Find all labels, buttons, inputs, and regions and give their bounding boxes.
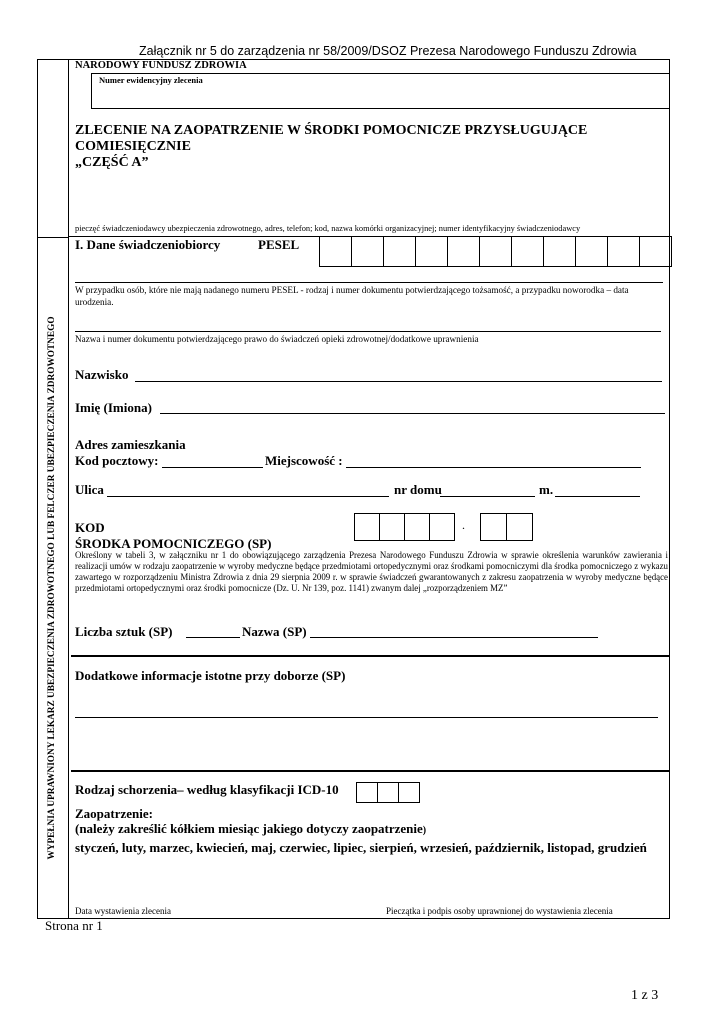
icd10-char-box[interactable] xyxy=(377,782,399,803)
pesel-digit-box[interactable] xyxy=(383,236,416,267)
page-label: Strona nr 1 xyxy=(45,918,103,933)
title-line-1: ZLECENIE NA ZAOPATRZENIE W ŚRODKI POMOCNICZE PRZYSŁUGUJĄCE xyxy=(75,123,588,138)
supply-instruction-text: (należy zakreślić kółkiem miesiąc jakiego dotyczy zaopatrzenie xyxy=(75,821,423,836)
code-label xyxy=(75,520,271,552)
no-pesel-note: W przypadku osób, które nie mają nadanego numeru PESEL - rodzaj i numer dokumentu potwierdzającego tożsamość, a przypadku noworodka – data urodzenia. xyxy=(75,285,629,307)
city-label-text: Miejscowość xyxy=(265,453,336,468)
pesel-label: PESEL xyxy=(258,237,300,252)
pesel-digit-box[interactable] xyxy=(607,236,640,267)
disease-label: Rodzaj schorzenia– według klasyfikacji ICD-10 xyxy=(75,782,339,797)
title-line-3: „CZĘŚĆ A” xyxy=(75,155,149,170)
apt-no-label: m. xyxy=(539,482,554,497)
pesel-digit-box[interactable] xyxy=(511,236,544,267)
code-label-line-2: ŚRODKA POMOCNICZEGO (SP) xyxy=(75,536,272,551)
code-separator-dot: . xyxy=(462,518,465,532)
no-pesel-line[interactable] xyxy=(75,282,663,283)
institution-name: NARODOWY FUNDUSZ ZDROWIA xyxy=(75,60,247,71)
issue-date-label: Data wystawienia zlecenia xyxy=(75,906,171,916)
section1-label: I. Dane świadczeniobiorcy xyxy=(75,237,221,252)
pesel-digit-box[interactable] xyxy=(479,236,512,267)
apt-no-field[interactable] xyxy=(555,496,640,497)
city-label: Miejscowość : xyxy=(265,453,343,468)
pesel-boxes[interactable] xyxy=(319,236,672,267)
icd10-char-box[interactable] xyxy=(398,782,420,803)
code-boxes-left[interactable] xyxy=(354,513,455,541)
postal-code-label: Kod pocztowy: xyxy=(75,453,159,468)
address-label: Adres zamieszkania xyxy=(75,437,186,452)
pesel-digit-box[interactable] xyxy=(543,236,576,267)
first-name-field[interactable] xyxy=(160,413,665,414)
supply-instruction xyxy=(75,821,426,837)
section-divider-1 xyxy=(71,655,670,657)
name-field[interactable] xyxy=(310,637,598,638)
name-label: Nazwa (SP) xyxy=(242,624,307,639)
months-list[interactable]: styczeń, luty, marzec, kwiecień, maj, czerwiec, lipiec, sierpień, wrzesień, październik, listopad, grudzień xyxy=(75,840,647,855)
additional-info-label: Dodatkowe informacje istotne przy doborze (SP) xyxy=(75,668,346,683)
surname-label: Nazwisko xyxy=(75,367,129,382)
code-description: Określony w tabeli 3, w załączniku nr 1 do obowiązującego zarządzenia Prezesa Narodowego Funduszu Zdrowia w sprawie określenia warunków zawierania i realizacji umów w rodzaju zaopatrzenie w wyroby medyczne będące przedmiotami ortopedycznymi oraz środkami pomocniczymi dla środka pomocniczego z wykazu zawartego w rozporządzeniu Ministra Zdrowia z dnia 29 sierpnia 2009 r. w sprawie świadczeń gwarantowanych z zakresu zaopatrzenia w wyroby medyczne będące przedmiotami ortopedycznymi oraz środki pomocnicze (Dz. U. Nr 139, poz. 1141) zwanym dalej „rozporządzeniem MZ” xyxy=(75,550,668,593)
form-title xyxy=(75,123,587,171)
code-digit-box[interactable] xyxy=(480,513,507,541)
section-divider-2 xyxy=(71,770,670,772)
street-field[interactable] xyxy=(107,496,389,497)
page-count: 1 z 3 xyxy=(631,988,659,1003)
pesel-digit-box[interactable] xyxy=(319,236,352,267)
code-digit-box[interactable] xyxy=(354,513,380,541)
additional-info-field[interactable] xyxy=(75,717,658,718)
surname-field[interactable] xyxy=(135,381,662,382)
side-label: WYPEŁNIA UPRAWNIONY LEKARZ UBEZPIECZENIA ZDROWOTNEGO LUB FELCZER UBEZPIECZENIA ZDROWOTNEGO xyxy=(47,316,57,860)
icd10-char-box[interactable] xyxy=(356,782,378,803)
code-digit-box[interactable] xyxy=(379,513,405,541)
first-name-label: Imię (Imiona) xyxy=(75,400,152,415)
signature-label: Pieczątka i podpis osoby uprawnionej do wystawienia zlecenia xyxy=(386,906,613,916)
quantity-label: Liczba sztuk (SP) xyxy=(75,624,173,639)
code-digit-box[interactable] xyxy=(429,513,455,541)
code-digit-box[interactable] xyxy=(404,513,430,541)
title-line-2: COMIESIĘCZNIE xyxy=(75,139,191,154)
house-no-field[interactable] xyxy=(440,496,535,497)
postal-code-label-text: Kod pocztowy xyxy=(75,453,155,468)
house-no-label: nr domu xyxy=(394,482,442,497)
annex-header: Załącznik nr 5 do zarządzenia nr 58/2009/DSOZ Prezesa Narodowego Funduszu Zdrowia xyxy=(139,44,637,58)
pesel-digit-box[interactable] xyxy=(351,236,384,267)
entitlement-doc-label: Nazwa i numer dokumentu potwierdzającego prawo do świadczeń opieki zdrowotnej/dodatkowe uprawnienia xyxy=(75,334,479,344)
stamp-caption: pieczęć świadczeniodawcy ubezpieczenia zdrowotnego, adres, telefon; kod, nazwa komórki organizacyjnej; numer identyfikacyjny świadczeniodawcy xyxy=(75,224,581,233)
side-column-header-divider xyxy=(37,237,69,238)
side-column-divider xyxy=(68,59,69,919)
postal-code-field[interactable] xyxy=(162,467,263,468)
pesel-digit-box[interactable] xyxy=(575,236,608,267)
supply-label: Zaopatrzenie: xyxy=(75,806,153,821)
pesel-digit-box[interactable] xyxy=(415,236,448,267)
pesel-digit-box[interactable] xyxy=(447,236,480,267)
code-label-line-1: KOD xyxy=(75,520,105,535)
icd10-boxes[interactable] xyxy=(356,782,420,803)
pesel-digit-box[interactable] xyxy=(639,236,672,267)
entitlement-doc-line[interactable] xyxy=(75,331,661,332)
city-field[interactable] xyxy=(346,467,641,468)
order-number-label: Numer ewidencyjny zlecenia xyxy=(99,75,203,85)
supply-instruction-close: ) xyxy=(422,825,427,836)
code-digit-box[interactable] xyxy=(506,513,533,541)
street-label: Ulica xyxy=(75,482,104,497)
quantity-field[interactable] xyxy=(186,637,240,638)
code-boxes-right[interactable] xyxy=(480,513,533,541)
